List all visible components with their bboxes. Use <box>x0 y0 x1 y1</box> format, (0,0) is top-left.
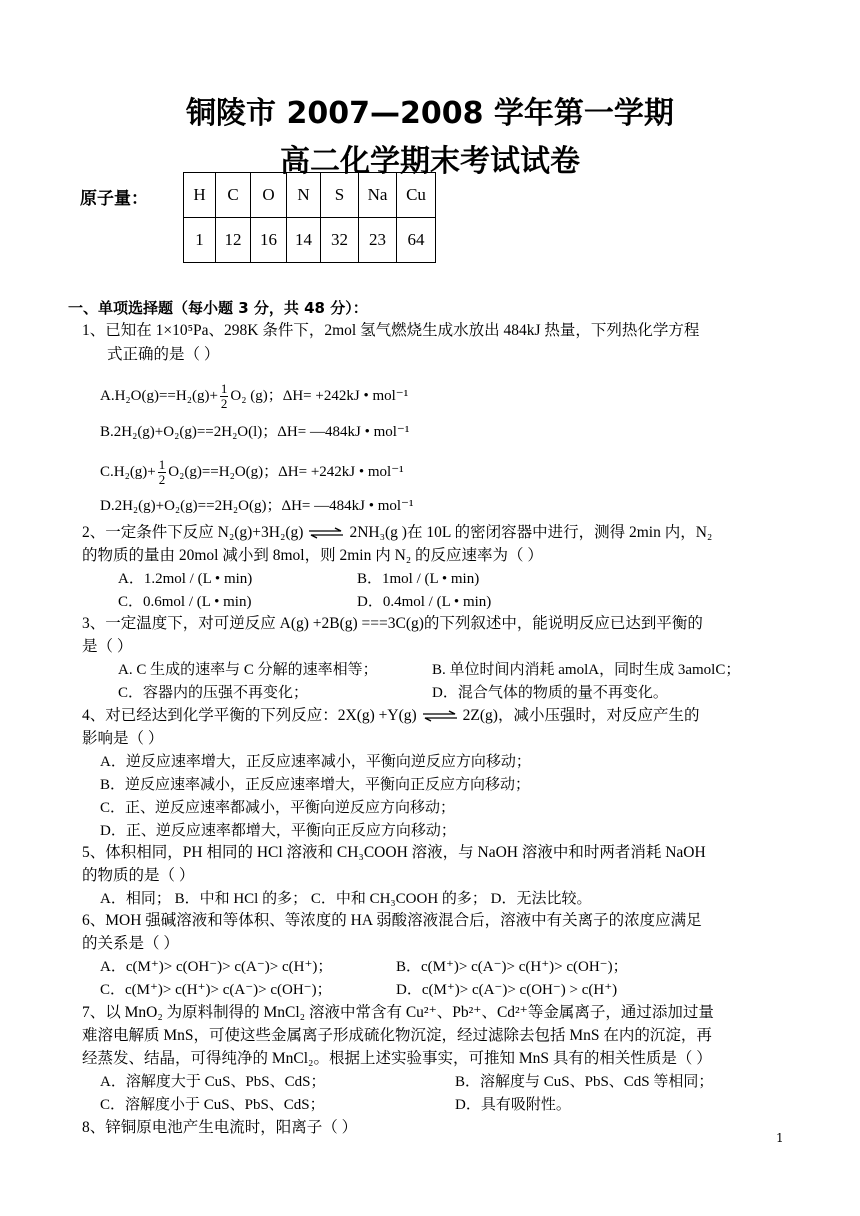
atomic-symbol-row <box>184 173 436 218</box>
symbol-cell: Na <box>359 173 397 218</box>
q7-stem-line3: 经蒸发、结晶，可得纯净的 MnCl₂。根据上述实验事实，可推知 MnS 具有的相关性质是（ ） <box>82 1050 712 1067</box>
q5-options: A．相同； B．中和 HCl 的多； C．中和 CH₃COOH 的多； D．无法比较。 <box>100 891 592 907</box>
atomic-mass-table <box>183 172 436 263</box>
q7-option-a: A．溶解度大于 CuS、PbS、CdS； <box>100 1074 326 1090</box>
q6-option-d: D．c(M⁺)> c(A⁻)> c(OH⁻) > c(H⁺) <box>396 982 618 998</box>
page-number: 1 <box>776 1131 784 1145</box>
q1-option-c-post: O₂(g)==H₂O(g)；ΔH= +242kJ • mol⁻¹ <box>168 463 404 480</box>
symbol-cell: O <box>251 173 287 218</box>
symbol-cell: N <box>287 173 321 218</box>
one-half-fraction <box>158 458 167 487</box>
q7-stem-line2: 难溶电解质 MnS，可使这些金属离子形成硫化物沉淀，经过滤除去包括 MnS 在内的沉淀，再 <box>82 1027 712 1044</box>
q5-stem-line2: 的物质的是（ ） <box>82 867 195 884</box>
fraction-denominator: 2 <box>220 396 228 411</box>
q5-stem-line1: 5、体积相同，PH 相同的 HCl 溶液和 CH₃COOH 溶液，与 NaOH 溶液中和时两者消耗 NaOH <box>82 844 706 861</box>
q4-stem-line1 <box>82 706 699 726</box>
q4-stem-line2: 影响是（ ） <box>82 730 164 747</box>
q2-stem-line1 <box>82 523 712 543</box>
q2-option-c: C．0.6mol / (L • min) <box>118 594 252 610</box>
symbol-cell: H <box>184 173 216 218</box>
value-cell: 23 <box>359 218 397 263</box>
q4-stem-post: 2Z(g)，减小压强时，对反应产生的 <box>462 707 700 724</box>
q2-stem-pre: 2、一定条件下反应 N₂(g)+3H₂(g) <box>82 524 304 541</box>
q4-option-d: D．正、逆反应速率都增大，平衡向正反应方向移动； <box>100 823 456 839</box>
value-cell: 64 <box>397 218 436 263</box>
atomic-mass-label: 原子量： <box>80 189 148 209</box>
reversible-arrow-icon <box>421 710 459 722</box>
q6-stem-line1: 6、MOH 强碱溶液和等体积、等浓度的 HA 弱酸溶液混合后，溶液中有关离子的浓度应满足 <box>82 912 702 929</box>
q3-option-d: D．混合气体的物质的量不再变化。 <box>432 685 668 701</box>
q1-option-a <box>100 382 408 411</box>
q4-option-b: B．逆反应速率减小，正反应速率增大，平衡向正反应方向移动； <box>100 777 531 793</box>
value-cell: 32 <box>321 218 359 263</box>
q8-stem-line1: 8、锌铜原电池产生电流时，阳离子（ ） <box>82 1119 358 1136</box>
fraction-numerator: 1 <box>158 457 166 472</box>
atomic-value-row <box>184 218 436 263</box>
q1-option-a-pre: A.H₂O(g)==H₂(g)+ <box>100 387 218 404</box>
q2-option-d: D．0.4mol / (L • min) <box>357 594 492 610</box>
q6-option-c: C．c(M⁺)> c(H⁺)> c(A⁻)> c(OH⁻)； <box>100 982 332 998</box>
fraction-numerator: 1 <box>220 381 228 396</box>
q7-option-c: C．溶解度小于 CuS、PbS、CdS； <box>100 1097 325 1113</box>
one-half-fraction <box>220 382 229 411</box>
value-cell: 12 <box>216 218 251 263</box>
q2-option-b: B．1mol / (L • min) <box>357 571 480 587</box>
q6-option-a: A．c(M⁺)> c(OH⁻)> c(A⁻)> c(H⁺)； <box>100 959 333 975</box>
q6-option-b: B．c(M⁺)> c(A⁻)> c(H⁺)> c(OH⁻)； <box>396 959 628 975</box>
q3-option-a: A. C 生成的速率与 C 分解的速率相等； <box>118 662 378 678</box>
q1-option-d: D.2H₂(g)+O₂(g)==2H₂O(g)；ΔH= —484kJ • mol⁻¹ <box>100 498 414 514</box>
section-heading: 一、单项选择题（每小题 3 分，共 48 分）： <box>68 299 368 317</box>
q4-stem-pre: 4、对已经达到化学平衡的下列反应：2X(g) +Y(g) <box>82 707 417 724</box>
q3-stem-line2: 是（ ） <box>82 638 133 655</box>
q3-stem-line1: 3、一定温度下，对可逆反应 A(g) +2B(g) ===3C(g)的下列叙述中，能说明反应已达到平衡的 <box>82 615 703 632</box>
q1-stem-line1: 1、已知在 1×10⁵Pa、298K 条件下，2mol 氢气燃烧生成水放出 484kJ 热量，下列热化学方程 <box>82 322 700 339</box>
q7-option-d: D．具有吸附性。 <box>455 1097 571 1113</box>
q6-stem-line2: 的关系是（ ） <box>82 935 179 952</box>
q1-option-c <box>100 458 404 487</box>
q3-option-b: B. 单位时间内消耗 amolA，同时生成 3amolC； <box>432 662 741 678</box>
q2-option-a: A．1.2mol / (L • min) <box>118 571 253 587</box>
q1-option-b: B.2H₂(g)+O₂(g)==2H₂O(l)；ΔH= —484kJ • mol⁻¹ <box>100 424 410 440</box>
q4-option-c: C．正、逆反应速率都减小，平衡向逆反应方向移动； <box>100 800 456 816</box>
symbol-cell: S <box>321 173 359 218</box>
value-cell: 14 <box>287 218 321 263</box>
q1-option-a-post: O₂ (g)；ΔH= +242kJ • mol⁻¹ <box>230 387 409 404</box>
q4-option-a: A．逆反应速率增大，正反应速率减小，平衡向逆反应方向移动； <box>100 754 531 770</box>
q2-stem-post: 2NH₃(g )在 10L 的密闭容器中进行，测得 2min 内，N₂ <box>349 524 713 541</box>
q3-option-c: C．容器内的压强不再变化； <box>118 685 309 701</box>
symbol-cell: Cu <box>397 173 436 218</box>
symbol-cell: C <box>216 173 251 218</box>
value-cell: 1 <box>184 218 216 263</box>
q1-stem-line2: 式正确的是（ ） <box>107 346 220 363</box>
exam-title-line1: 铜陵市 2007—2008 学年第一学期 <box>186 96 674 131</box>
q1-option-c-pre: C.H₂(g)+ <box>100 463 156 480</box>
exam-title-line2: 高二化学期末考试试卷 <box>280 144 580 179</box>
value-cell: 16 <box>251 218 287 263</box>
reversible-arrow-icon <box>307 527 345 539</box>
fraction-denominator: 2 <box>158 472 166 487</box>
q7-stem-line1: 7、以 MnO₂ 为原料制得的 MnCl₂ 溶液中常含有 Cu²⁺、Pb²⁺、Cd²⁺等金属离子，通过添加过量 <box>82 1004 714 1021</box>
q2-stem-line2: 的物质的量由 20mol 减小到 8mol，则 2min 内 N₂ 的反应速率为（ ） <box>82 547 543 564</box>
q7-option-b: B．溶解度与 CuS、PbS、CdS 等相同； <box>455 1074 714 1090</box>
